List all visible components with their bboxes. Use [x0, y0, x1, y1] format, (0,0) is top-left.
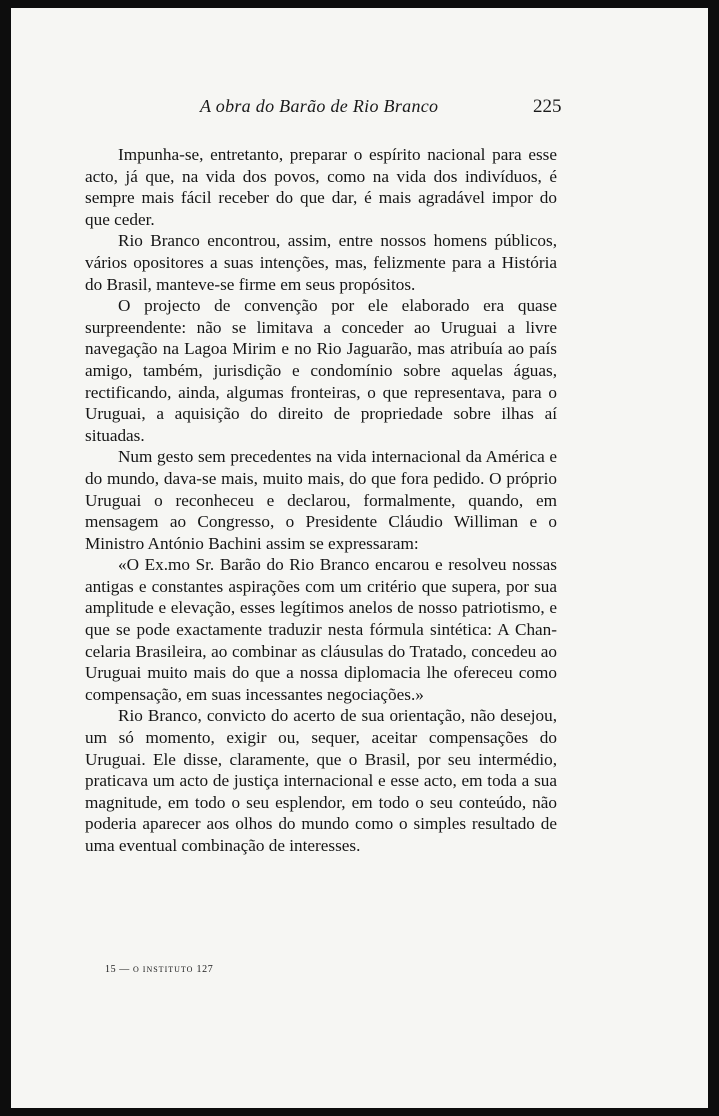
signature-volume: 127 [196, 964, 214, 975]
quotation-paragraph: «O Ex.mo Sr. Barão do Rio Branco encarou e resolveu nossas antigas e constantes aspirações com um critério que supera, por sua amplitude e elevação, esses legítimos anelos de nosso patriotismo, e que se pode exactamente traduzir nesta fórmula sintética: A Chancelaria Brasileira, ao combinar as cláusulas do Tratado, concedeu ao Uruguai muito mais do que a nossa diplomacia lhe ofereceu como compensação, em suas incessantes negociações.» [85, 555, 557, 704]
paragraph: Rio Branco encontrou, assim, entre nossos homens públicos, vários opositores a suas intenções, mas, felizmente para a História do Brasil, manteve-se firme em seus propósitos. [85, 231, 557, 294]
signature-label: O INSTITUTO [133, 965, 194, 974]
document-page [11, 8, 708, 1108]
body-text [85, 144, 557, 857]
signature-number: 15 [105, 964, 117, 975]
paragraph: Impunha-se, entretanto, preparar o espírito nacional para esse acto, já que, na vida dos povos, como na vida dos indivíduos, é sempre mais fácil receber do que dar, é mais agradável impor do que ceder. [85, 145, 557, 229]
page-number: 225 [533, 96, 562, 117]
paragraph: Num gesto sem precedentes na vida internacional da América e do mundo, dava-se mais, muito mais, do que fora pedido. O próprio Uruguai o reconheceu e declarou, formalmente, quando, em mensagem ao Congresso, o Presidente Cláudio Williman e o Ministro António Bachini assim se expressaram: [85, 447, 557, 553]
paragraph: O projecto de convenção por ele elaborado era quase surpreendente: não se limitava a conceder ao Uruguai a livre navegação na Lagoa Mirim e no Rio Jaguarão, mas atribuía ao país amigo, também, jurisdição e condomínio sobre aquelas águas, rectificando, ainda, algumas fronteiras, o que representava, para o Uruguai, a aquisição do direito de propriedade sobre ilhas aí situadas. [85, 296, 557, 445]
printer-signature: 15 — O INSTITUTO 127 [105, 964, 214, 975]
running-title: A obra do Barão de Rio Branco [200, 96, 439, 116]
paragraph: Rio Branco, convicto do acerto de sua orientação, não desejou, um só momento, exigir ou, sequer, aceitar compensações do Uruguai. Ele disse, claramente, que o Brasil, por seu intermédio, praticava um acto de justiça internacional e esse acto, em toda a sua magnitude, em todo o seu esplendor, em todo o seu conteúdo, não poderia aparecer aos olhos do mundo como o simples resultado de uma eventual combinação de interesses. [85, 706, 557, 855]
page-header [11, 96, 708, 120]
